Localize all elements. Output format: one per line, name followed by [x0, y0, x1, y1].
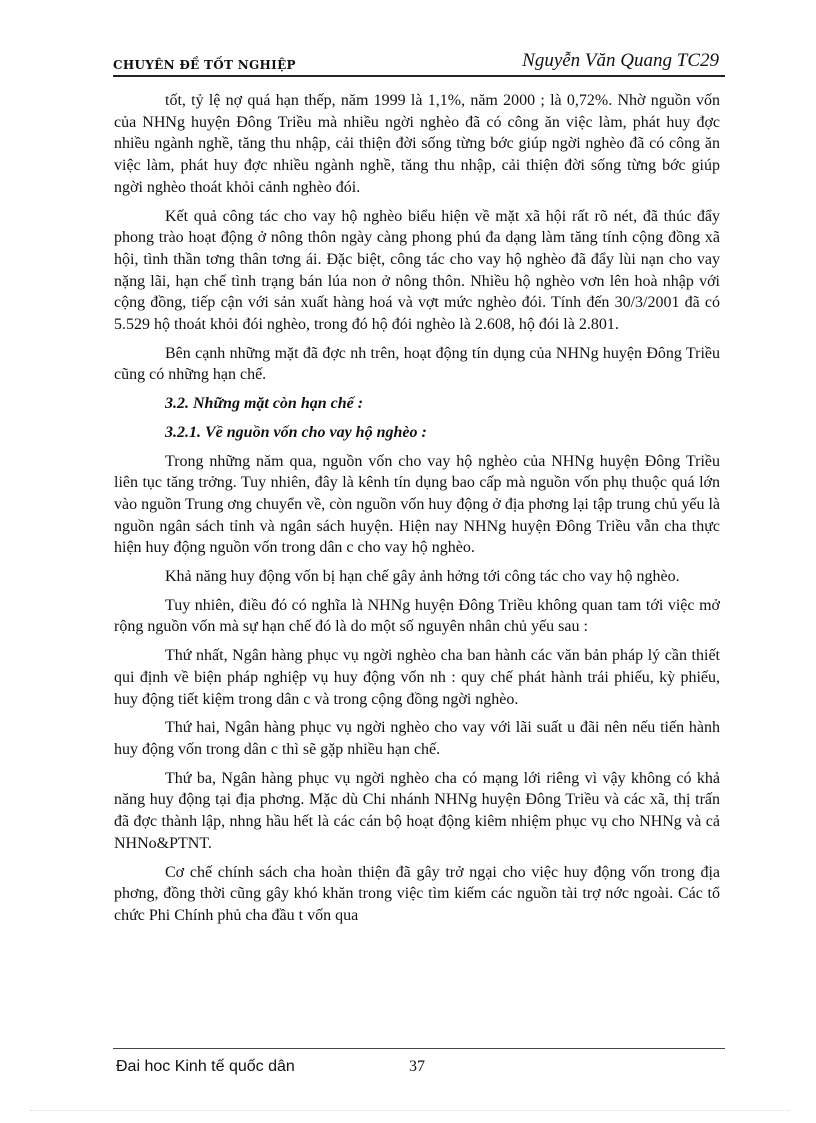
paragraph-7: Thứ nhất, Ngân hàng phục vụ ngời nghèo cha ban hành các văn bản pháp lý cần thiết qui định về biện pháp nghiệp vụ huy động vốn nh : quy chế phát hành trái phiếu, kỳ phiếu, huy động tiết kiệm trong dân c và trong cộng đồng ngời nghèo.	[114, 647, 720, 708]
paragraph-6: Tuy nhiên, điều đó có nghĩa là NHNg huyện Đông Triều không quan tam tới việc mở rộng nguồn vốn mà sự hạn chế đó là do một số nguyên nhân chủ yếu sau :	[114, 596, 720, 636]
footer-university: Đai hoc Kinh tế quốc dân	[116, 1058, 295, 1075]
paragraph-4: Trong những năm qua, nguồn vốn cho vay hộ nghèo của NHNg huyện Đông Triều liên tục tăng trởng. Tuy nhiên, đây là kênh tín dụng bao cấp mà nguồn vốn phụ thuộc quá lớn vào nguồn Trung ơng chuyển về, còn nguồn vốn huy động ở địa phơng lại tập trung chủ yếu là nguồn ngân sách tỉnh và ngân sách huyện. Hiện nay NHNg huyện Đông Triều vẫn cha thực hiện huy động nguồn vốn trong dân c cho vay hộ nghèo.	[114, 452, 720, 557]
section-heading-3-2: 3.2. Những mặt còn hạn chế :	[165, 395, 364, 413]
paragraph-10: Cơ chế chính sách cha hoàn thiện đã gây trở ngại cho việc huy động vốn trong địa phơng, đồng thời cũng gây khó khăn trong việc tìm kiếm các nguồn tài trợ nớc ngoài. Các tổ chức Phi Chính phủ cha đầu t vốn qua	[114, 863, 720, 924]
header-author: Nguyễn Văn Quang TC29	[522, 50, 719, 71]
paragraph-5: Khả năng huy động vốn bị hạn chế gây ảnh hởng tới công tác cho vay hộ nghèo.	[165, 568, 680, 586]
page-header	[113, 47, 725, 77]
paragraph-8: Thứ hai, Ngân hàng phục vụ ngời nghèo cho vay với lãi suất u đãi nên nếu tiến hành huy động vốn trong dân c thì sẽ gặp nhiều hạn chế.	[114, 719, 720, 758]
page-number: 37	[409, 1058, 425, 1075]
page-bottom-border	[30, 1110, 790, 1111]
header-document-type: CHUYÊN ĐỀ TỐT NGHIỆP	[113, 58, 296, 72]
paragraph-1: tốt, tỷ lệ nợ quá hạn thếp, năm 1999 là 1,1%, năm 2000 ; là 0,72%. Nhờ nguồn vốn của NHNg huyện Đông Triều mà nhiều ngời nghèo đã có công ăn việc làm, phát huy đợc nhiều ngành nghề, tăng thu nhập, cải thiện đời sống từng bớc giúp ngời nghèo đã có công ăn việc làm, phát huy đợc nhiều ngành nghề, tăng thu nhập, cải thiện đời sống từng bớc giúp ngời nghèo thoát khỏi cảnh nghèo đói.	[114, 92, 720, 196]
section-heading-3-2-1: 3.2.1. Về nguồn vốn cho vay hộ nghèo :	[165, 423, 427, 441]
page-footer	[116, 1058, 676, 1076]
paragraph-9: Thứ ba, Ngân hàng phục vụ ngời nghèo cha có mạng lới riêng vì vậy không có khả năng huy động tại địa phơng. Mặc dù Chi nhánh NHNg huyện Đông Triều và các xã, thị trấn đã đợc thành lập, nhng hầu hết là các cán bộ hoạt động kiêm nhiệm phục vụ cho NHNg và cả NHNo&PTNT.	[114, 769, 720, 852]
footer-divider	[113, 1048, 725, 1049]
paragraph-3: Bên cạnh những mặt đã đợc nh trên, hoạt động tín dụng của NHNg huyện Đông Triều cũng có những hạn chế.	[114, 344, 720, 384]
paragraph-2: Kết quả công tác cho vay hộ nghèo biểu hiện về mặt xã hội rất rõ nét, đã thúc đẩy phong trào hoạt động ở nông thôn ngày càng phong phú đa dạng làm tăng tính cộng đồng xã hội, tình thần tơng thân tơng ái. Đặc biệt, công tác cho vay hộ nghèo đã đẩy lùi nạn cho vay nặng lãi, hạn chế tình trạng bán lúa non ở nông thôn. Nhiều hộ nghèo vơn lên hoà nhập với cộng đồng, tiếp cận với sản xuất hàng hoá và vợt mức nghèo đói. Tính đến 30/3/2001 đã có 5.529 hộ thoát khỏi đói nghèo, trong đó hộ đói nghèo là 2.608, hộ đói là 2.801.	[114, 207, 720, 334]
page-body	[114, 90, 720, 934]
